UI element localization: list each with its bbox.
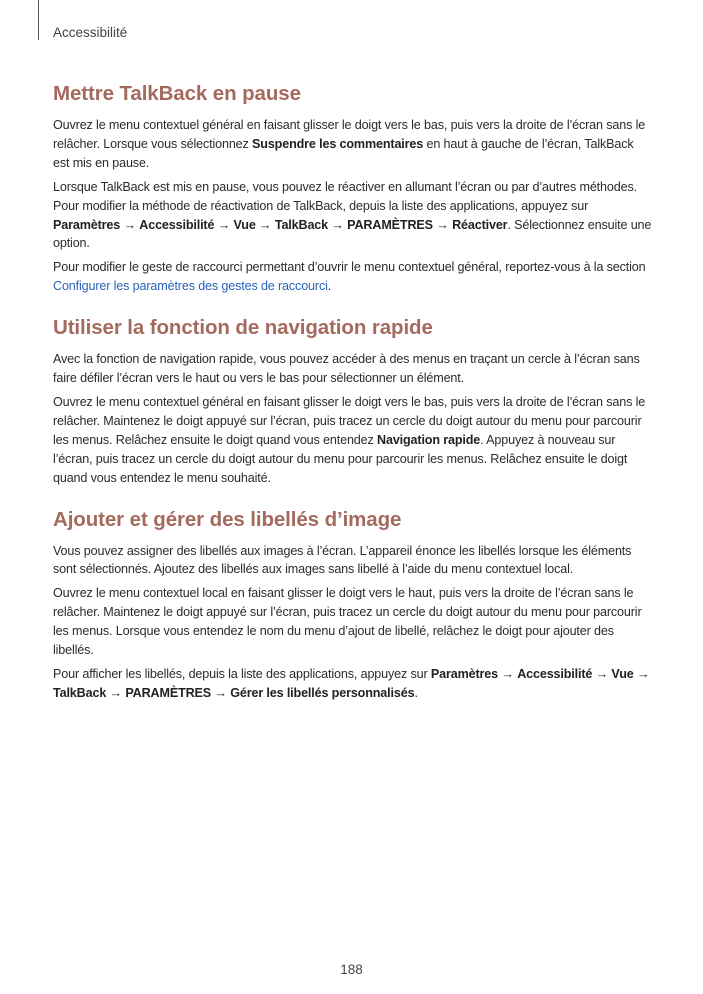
arrow-separator: →: [120, 217, 140, 232]
text-run: Lorsque TalkBack est mis en pause, vous pouvez le réactiver en allumant l’écran ou par d’autres méthodes. Pour modifier la méthode de réactivation de TalkBack, depuis la liste des applications, appuyez sur: [53, 179, 637, 213]
arrow-separator: →: [211, 685, 231, 700]
arrow-separator: →: [432, 217, 453, 232]
ui-term: Vue: [233, 217, 256, 232]
ui-term: TalkBack: [53, 685, 107, 700]
ui-term: Vue: [611, 666, 634, 681]
paragraph: [53, 178, 653, 254]
paragraph: [53, 393, 653, 488]
arrow-separator: →: [633, 666, 650, 681]
page-number: 188: [340, 962, 363, 977]
header-divider: [38, 0, 39, 40]
text-run: .: [414, 685, 418, 700]
text-run: .: [327, 279, 332, 294]
ui-term: PARAMÈTRES: [347, 217, 433, 232]
section-heading: Mettre TalkBack en pause: [53, 82, 301, 105]
ui-term: Gérer les libellés personnalisés: [230, 685, 415, 700]
paragraph: [53, 542, 653, 580]
ui-term: Suspendre les commentaires: [252, 136, 424, 151]
arrow-separator: →: [328, 217, 348, 232]
ui-term: Paramètres: [53, 217, 121, 232]
arrow-separator: →: [498, 666, 518, 681]
text-run: en haut à gauche de l’écran, TalkBack est mis en pause.: [53, 136, 634, 170]
ui-term: Paramètres: [430, 666, 499, 681]
section-pause-talkback: [53, 80, 653, 296]
section-heading: Ajouter et gérer des libellés d’image: [53, 507, 402, 531]
arrow-separator: →: [255, 217, 275, 232]
text-run: Avec la fonction de navigation rapide, vous pouvez accéder à des menus en traçant un cercle à l’écran sans faire défiler l’écran vers le haut ou vers le bas pour sélectionner un élément.: [53, 352, 640, 386]
ui-term: Navigation rapide: [377, 432, 481, 447]
arrow-separator: →: [106, 685, 126, 700]
ui-term: TalkBack: [274, 217, 329, 232]
paragraph: [53, 665, 653, 703]
text-run: Pour afficher les libellés, depuis la liste des applications, appuyez sur: [53, 666, 431, 681]
paragraph: [53, 116, 653, 173]
text-run: Ouvrez le menu contextuel général en faisant glisser le doigt vers le bas, puis vers la droite de l’écran sans le relâcher. Lorsque vous sélectionnez: [53, 118, 646, 151]
cross-reference-link[interactable]: Configurer les paramètres des gestes de raccourci: [53, 279, 328, 294]
arrow-separator: →: [214, 217, 234, 232]
paragraph: [53, 584, 653, 660]
text-run: Pour modifier le geste de raccourci permettant d’ouvrir le menu contextuel général, reportez-vous à la section: [53, 260, 646, 275]
text-run: . Appuyez à nouveau sur l’écran, puis tracez un cercle du doigt autour du menu pour parcourir les menus. Relâchez ensuite le doigt quand vous entendez le menu souhaité.: [53, 432, 628, 485]
page-content: [53, 80, 653, 721]
ui-term: Réactiver: [452, 217, 508, 232]
ui-term: PARAMÈTRES: [125, 685, 212, 700]
paragraph: [53, 258, 653, 296]
arrow-separator: →: [592, 666, 612, 681]
ui-term: Accessibilité: [139, 217, 215, 232]
text-run: Ouvrez le menu contextuel général en faisant glisser le doigt vers le bas, puis vers la droite de l’écran sans le relâcher. Maintenez le doigt appuyé sur l’écran, puis tracez un cercle du doigt autour du menu pour parcourir les menus. Relâchez ensuite le doigt quand vous entendez: [53, 394, 646, 447]
section-heading: Utiliser la fonction de navigation rapide: [53, 316, 433, 340]
text-run: . Sélectionnez ensuite une option.: [53, 217, 652, 251]
section-quick-navigation: [53, 314, 653, 487]
text-run: Ouvrez le menu contextuel local en faisant glisser le doigt vers le haut, puis vers la droite de l’écran sans le relâcher. Maintenez le doigt appuyé sur l’écran, puis tracez un cercle du doigt autour du menu pour parcourir les menus. Lorsque vous entendez le nom du menu d’ajout de libellé, relâchez le doigt pour ajouter des libellés.: [53, 586, 642, 658]
running-header: Accessibilité: [53, 25, 128, 40]
section-image-labels: [53, 506, 653, 703]
text-run: Vous pouvez assigner des libellés aux images à l’écran. L’appareil énonce les libellés lorsque les éléments sont sélectionnés. Ajoutez des libellés aux images sans libellé à l’aide du menu contextuel local.: [53, 543, 632, 577]
paragraph: [53, 350, 653, 388]
ui-term: Accessibilité: [517, 666, 593, 681]
